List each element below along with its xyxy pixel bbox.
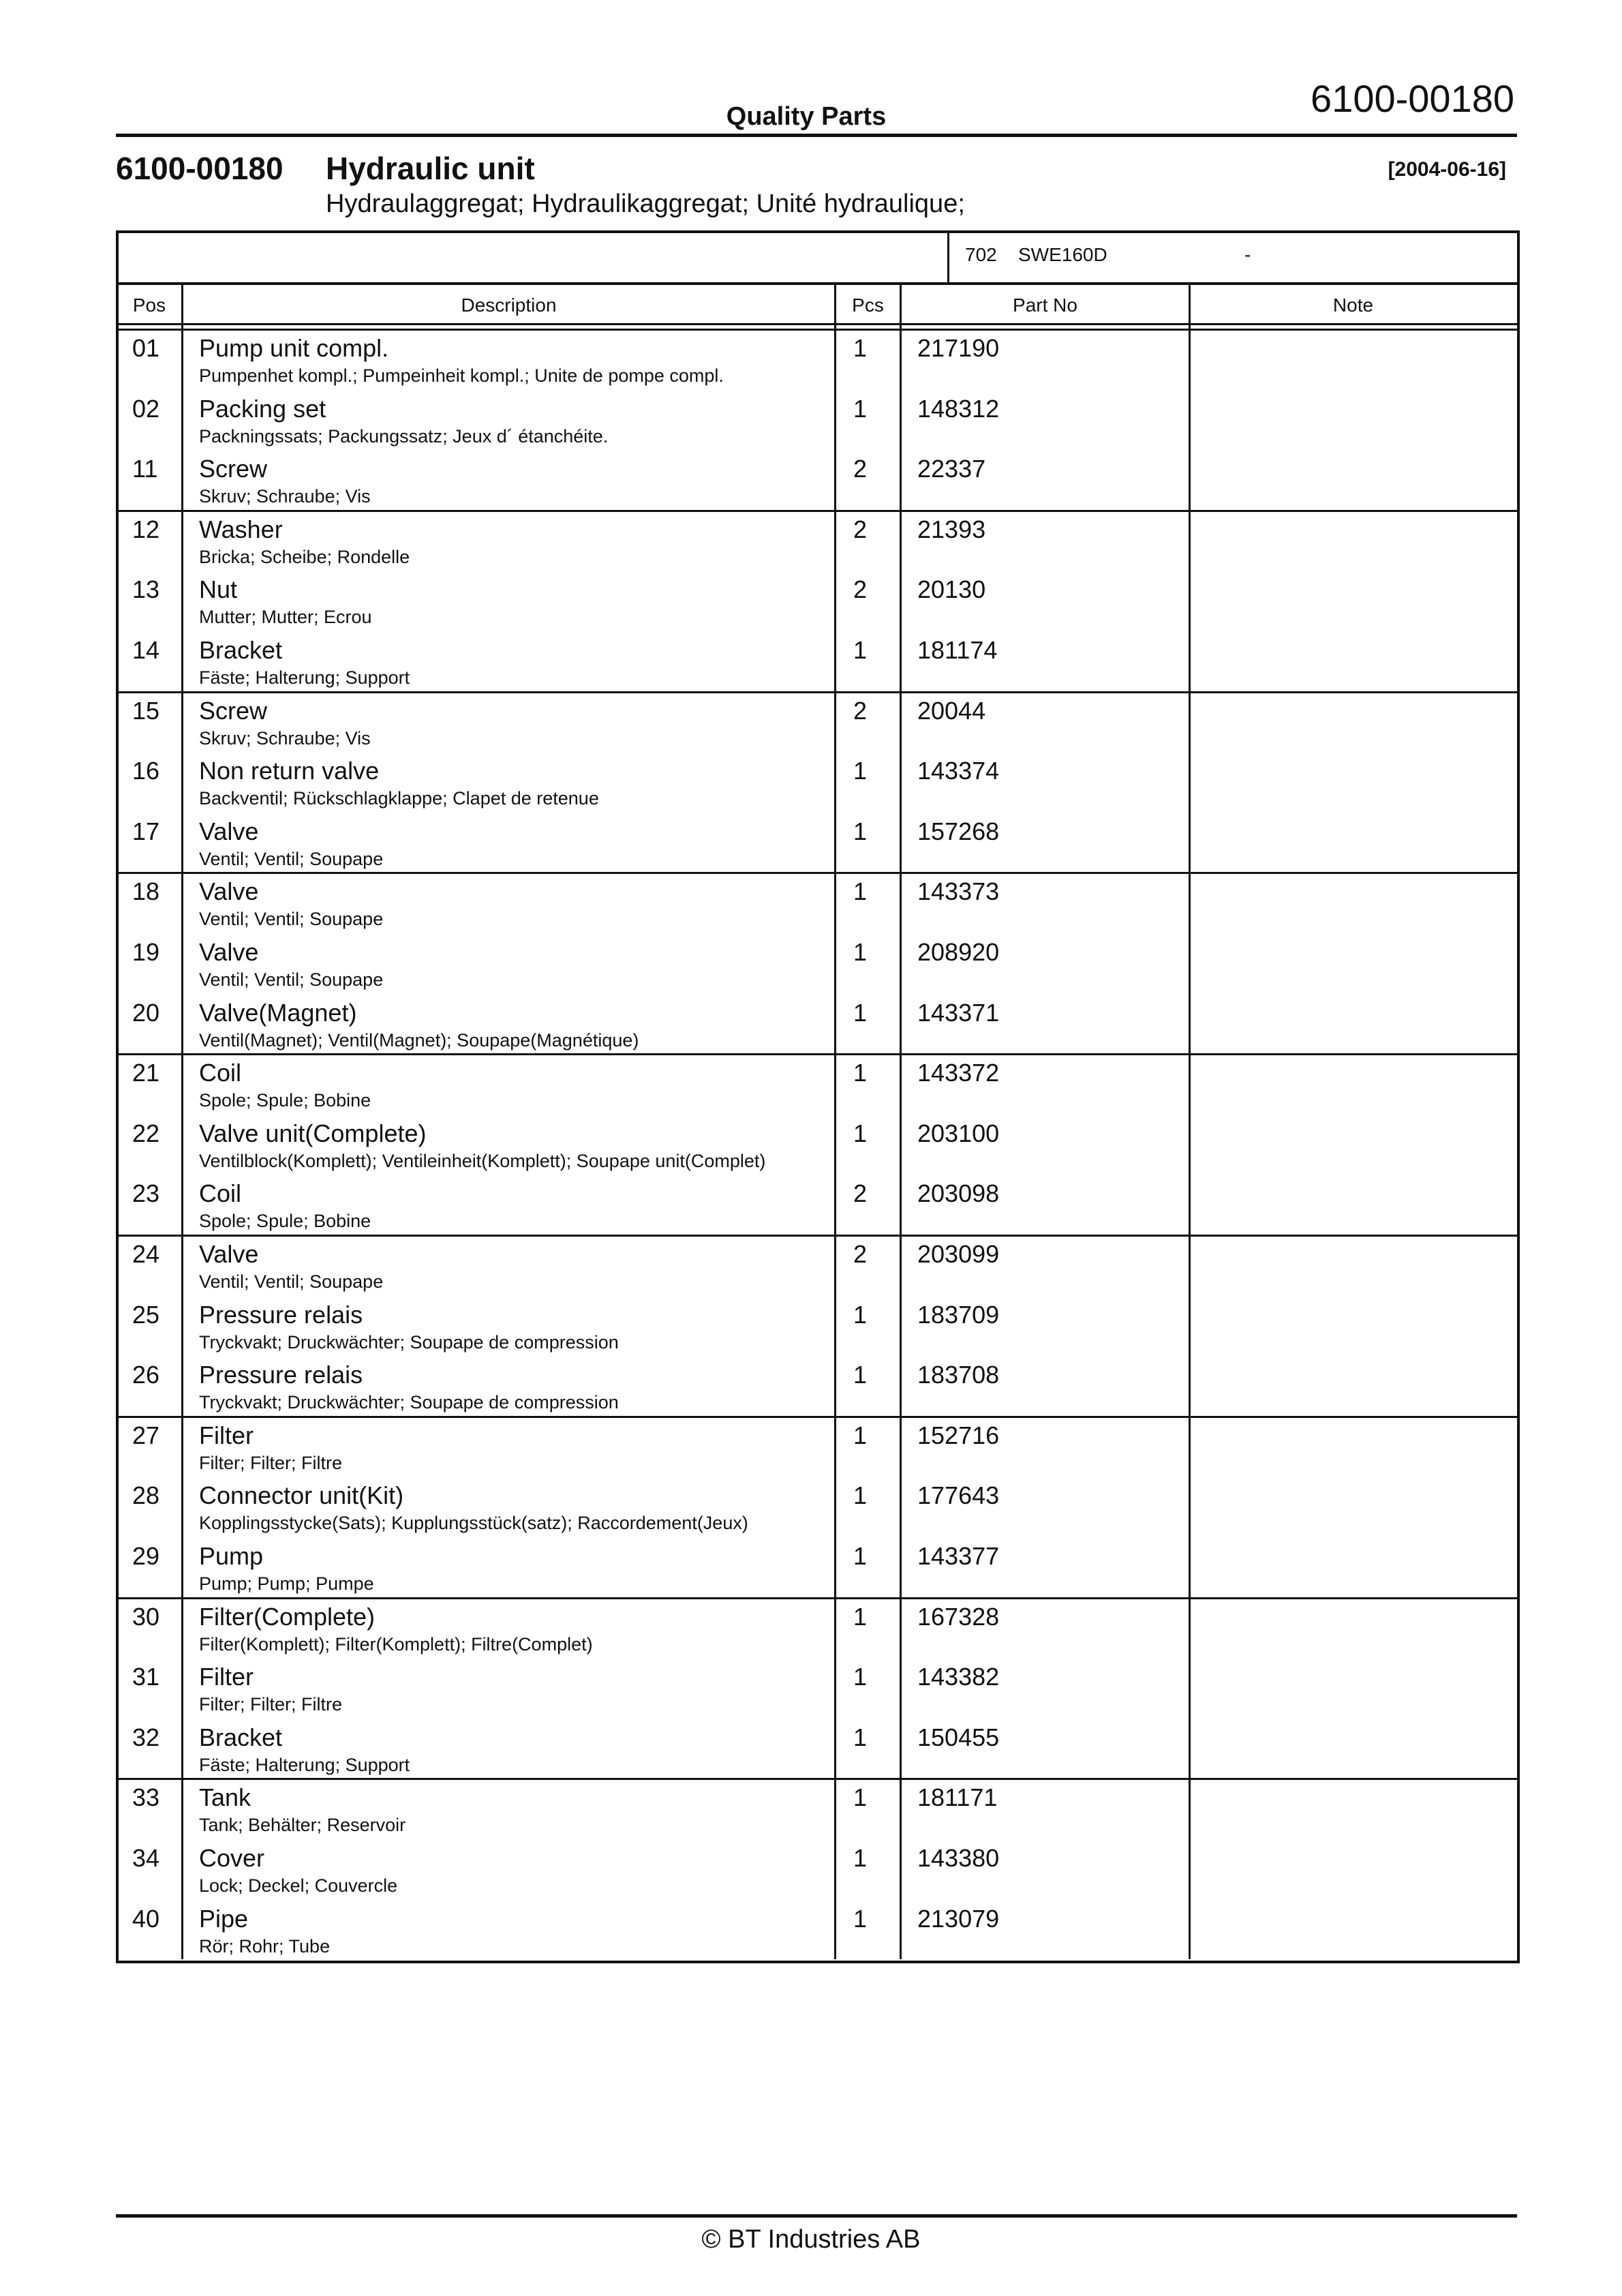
table-row: [116, 636, 1517, 696]
header-divider: [116, 134, 1517, 137]
row-pcs: 1: [853, 636, 868, 664]
row-pcs: 1: [853, 334, 868, 362]
row-description-translations: Rör; Rohr; Tube: [199, 1935, 331, 1957]
column-header-pcs: Pcs: [852, 294, 884, 316]
footer-copyright: © BT Industries AB: [701, 2225, 921, 2254]
table-row: [116, 1301, 1517, 1361]
model-box-bottom-rule: [116, 282, 1517, 285]
row-part-no: 203100: [917, 1119, 1000, 1147]
row-part-no: 143380: [917, 1844, 1000, 1872]
row-part-no: 183708: [917, 1361, 1000, 1389]
document-number: 6100-00180: [116, 151, 284, 186]
row-description: Filter(Complete): [199, 1602, 376, 1631]
table-row: [116, 395, 1517, 455]
table-row: [116, 817, 1517, 877]
row-part-no: 143377: [917, 1542, 1000, 1570]
row-description: Nut: [199, 575, 238, 604]
row-description: Bracket: [199, 1723, 283, 1751]
row-pcs: 2: [853, 575, 868, 604]
row-pcs: 1: [853, 1542, 868, 1570]
row-pos: 11: [132, 455, 158, 483]
row-description-translations: Spole; Spule; Bobine: [199, 1090, 371, 1111]
row-description: Bracket: [199, 636, 283, 664]
table-row: [116, 575, 1517, 635]
row-description: Tank: [199, 1783, 251, 1812]
row-description-translations: Filter(Komplett); Filter(Komplett); Filtre(Complet): [199, 1633, 593, 1655]
table-row: [116, 1844, 1517, 1904]
row-pos: 18: [132, 877, 160, 906]
table-row: [116, 1240, 1517, 1300]
column-header-description: Description: [461, 294, 557, 316]
row-pcs: 1: [853, 1300, 868, 1329]
row-pcs: 1: [853, 1361, 868, 1389]
row-pos: 01: [132, 334, 160, 362]
row-pcs: 1: [853, 938, 868, 966]
row-pcs: 2: [853, 1240, 868, 1268]
row-pos: 22: [132, 1119, 160, 1147]
row-part-no: 20130: [917, 575, 986, 604]
group-divider: [116, 1597, 1517, 1599]
row-description: Valve: [199, 938, 259, 966]
column-header-note: Note: [1332, 294, 1374, 316]
row-description: Washer: [199, 515, 283, 543]
row-pos: 02: [132, 394, 160, 423]
row-pcs: 1: [853, 1844, 868, 1872]
row-pos: 20: [132, 998, 160, 1027]
row-description: Screw: [199, 455, 268, 483]
row-part-no: 181171: [917, 1783, 998, 1812]
row-part-no: 22337: [917, 455, 986, 483]
row-pcs: 1: [853, 757, 868, 785]
table-row: [116, 999, 1517, 1059]
group-divider: [116, 1053, 1517, 1055]
table-row: [116, 877, 1517, 937]
table-row: [116, 455, 1517, 515]
row-description-translations: Tryckvakt; Druckwächter; Soupape de compression: [199, 1331, 619, 1353]
row-part-no: 143373: [917, 877, 1000, 906]
row-description: Connector unit(Kit): [199, 1481, 404, 1510]
row-pos: 28: [132, 1481, 160, 1510]
row-description-translations: Filter; Filter; Filtre: [199, 1694, 343, 1715]
document-date: [2004-06-16]: [1388, 158, 1506, 181]
row-pcs: 2: [853, 455, 868, 483]
table-row: [116, 1603, 1517, 1663]
row-description: Pressure relais: [199, 1300, 363, 1329]
row-pcs: 2: [853, 515, 868, 543]
row-pos: 27: [132, 1421, 160, 1449]
row-description: Screw: [199, 696, 268, 725]
row-description-translations: Tryckvakt; Druckwächter; Soupape de compression: [199, 1392, 619, 1413]
row-part-no: 21393: [917, 515, 986, 543]
header-rule: [116, 329, 1517, 331]
row-pos: 17: [132, 817, 160, 845]
row-description: Coil: [199, 1059, 242, 1087]
row-description: Valve unit(Complete): [199, 1119, 427, 1147]
group-divider: [116, 872, 1517, 874]
row-part-no: 181174: [917, 636, 998, 664]
row-description-translations: Ventil(Magnet); Ventil(Magnet); Soupape(Magnétique): [199, 1029, 639, 1051]
row-pcs: 1: [853, 998, 868, 1027]
table-row: [116, 1421, 1517, 1481]
table-row: [116, 334, 1517, 394]
row-part-no: 167328: [917, 1602, 1000, 1631]
group-divider: [116, 510, 1517, 512]
document-title-translations: Hydraulaggregat; Hydraulikaggregat; Unité hydraulique;: [326, 190, 965, 218]
row-pcs: 1: [853, 1602, 868, 1631]
row-pcs: 1: [853, 1783, 868, 1812]
row-part-no: 143371: [917, 998, 1000, 1027]
column-header-pos: Pos: [132, 294, 166, 316]
model-code: 702: [965, 244, 997, 265]
row-description-translations: Fäste; Halterung; Support: [199, 1754, 410, 1775]
row-pos: 21: [132, 1059, 160, 1087]
row-pcs: 1: [853, 394, 868, 423]
row-description-translations: Pumpenhet kompl.; Pumpeinheit kompl.; Unite de pompe compl.: [199, 365, 724, 386]
table-row: [116, 1542, 1517, 1602]
row-pos: 33: [132, 1783, 160, 1812]
row-part-no: 213079: [917, 1904, 1000, 1933]
table-row: [116, 1481, 1517, 1541]
table-row: [116, 1179, 1517, 1239]
row-part-no: 177643: [917, 1481, 1000, 1510]
row-description: Pump unit compl.: [199, 334, 389, 362]
group-divider: [116, 1416, 1517, 1418]
row-description: Cover: [199, 1844, 265, 1872]
row-part-no: 152716: [917, 1421, 1000, 1449]
row-description-translations: Spole; Spule; Bobine: [199, 1211, 371, 1232]
row-description-translations: Fäste; Halterung; Support: [199, 667, 410, 688]
row-pcs: 1: [853, 877, 868, 906]
model-info-box: [116, 230, 1517, 284]
row-part-no: 143372: [917, 1059, 1000, 1087]
group-divider: [116, 1235, 1517, 1237]
table-row: [116, 1361, 1517, 1421]
row-part-no: 143382: [917, 1663, 1000, 1691]
row-part-no: 157268: [917, 817, 1000, 845]
row-description-translations: Lock; Deckel; Couvercle: [199, 1875, 398, 1896]
document-title: Hydraulic unit: [326, 151, 535, 186]
footer-divider: [116, 2214, 1517, 2218]
row-description-translations: Ventil; Ventil; Soupape: [199, 848, 384, 869]
table-row: [116, 515, 1517, 575]
row-description-translations: Ventilblock(Komplett); Ventileinheit(Komplett); Soupape unit(Complet): [199, 1150, 766, 1171]
row-part-no: 143374: [917, 757, 1000, 785]
row-pcs: 2: [853, 696, 868, 725]
row-description: Valve(Magnet): [199, 998, 357, 1027]
row-part-no: 150455: [917, 1723, 1000, 1751]
column-header-part-no: Part No: [1013, 294, 1077, 316]
table-row: [116, 1783, 1517, 1843]
row-description: Valve: [199, 817, 259, 845]
row-pos: 14: [132, 636, 160, 664]
row-pcs: 2: [853, 1179, 868, 1208]
row-pos: 32: [132, 1723, 160, 1751]
row-description: Packing set: [199, 394, 326, 423]
row-description-translations: Ventil; Ventil; Soupape: [199, 909, 384, 930]
row-description-translations: Mutter; Mutter; Ecrou: [199, 607, 372, 628]
row-pos: 29: [132, 1542, 160, 1570]
table-row: [116, 1119, 1517, 1179]
group-divider: [116, 691, 1517, 693]
row-pos: 30: [132, 1602, 160, 1631]
row-description: Non return valve: [199, 757, 380, 785]
row-description-translations: Filter; Filter; Filtre: [199, 1452, 343, 1473]
row-part-no: 203099: [917, 1240, 1000, 1268]
row-description: Coil: [199, 1179, 242, 1208]
row-pos: 19: [132, 938, 160, 966]
row-pcs: 1: [853, 1904, 868, 1933]
table-row: [116, 1663, 1517, 1723]
header-rule: [116, 323, 1517, 325]
row-pos: 15: [132, 696, 160, 725]
row-part-no: 20044: [917, 696, 986, 725]
row-description: Valve: [199, 877, 259, 906]
row-pos: 34: [132, 1844, 160, 1872]
model-box-divider: [947, 232, 949, 284]
table-row: [116, 757, 1517, 817]
row-pos: 16: [132, 757, 160, 785]
row-description-translations: Bricka; Scheibe; Rondelle: [199, 546, 410, 567]
row-part-no: 148312: [917, 394, 1000, 423]
row-pcs: 1: [853, 1059, 868, 1087]
row-pos: 13: [132, 575, 160, 604]
row-part-no: 183709: [917, 1300, 1000, 1329]
row-pcs: 1: [853, 1663, 868, 1691]
row-pcs: 1: [853, 1119, 868, 1147]
row-description-translations: Backventil; Rückschlagklappe; Clapet de retenue: [199, 788, 599, 809]
table-row: [116, 1905, 1517, 1965]
row-description: Pressure relais: [199, 1361, 363, 1389]
row-pos: 26: [132, 1361, 160, 1389]
row-pcs: 1: [853, 1481, 868, 1510]
model-name: SWE160D: [1018, 244, 1107, 265]
row-description: Valve: [199, 1240, 259, 1268]
row-description-translations: Skruv; Schraube; Vis: [199, 486, 371, 507]
model-extra: -: [1244, 244, 1251, 265]
row-description: Filter: [199, 1663, 254, 1691]
row-description: Pump: [199, 1542, 264, 1570]
row-description-translations: Tank; Behälter; Reservoir: [199, 1815, 406, 1836]
group-divider: [116, 1778, 1517, 1780]
row-pcs: 1: [853, 1421, 868, 1449]
row-pos: 12: [132, 515, 160, 543]
table-row: [116, 938, 1517, 998]
row-description: Pipe: [199, 1904, 249, 1933]
row-pcs: 1: [853, 817, 868, 845]
row-description: Filter: [199, 1421, 254, 1449]
row-pos: 25: [132, 1300, 160, 1329]
row-pos: 31: [132, 1663, 160, 1691]
row-description-translations: Ventil; Ventil; Soupape: [199, 1271, 384, 1292]
header-title: Quality Parts: [726, 102, 887, 131]
row-description-translations: Packningssats; Packungssatz; Jeux d´ étanchéite.: [199, 425, 609, 447]
row-description-translations: Ventil; Ventil; Soupape: [199, 969, 384, 990]
row-pcs: 1: [853, 1723, 868, 1751]
table-row: [116, 697, 1517, 757]
row-part-no: 208920: [917, 938, 1000, 966]
row-pos: 24: [132, 1240, 160, 1268]
row-description-translations: Pump; Pump; Pumpe: [199, 1573, 374, 1594]
table-row: [116, 1723, 1517, 1783]
row-description-translations: Kopplingsstycke(Sats); Kupplungsstück(satz); Raccordement(Jeux): [199, 1513, 748, 1534]
row-description-translations: Skruv; Schraube; Vis: [199, 727, 371, 749]
row-pos: 40: [132, 1904, 160, 1933]
row-part-no: 203098: [917, 1179, 1000, 1208]
row-pos: 23: [132, 1179, 160, 1208]
table-row: [116, 1059, 1517, 1119]
header-document-number: 6100-00180: [1311, 77, 1514, 120]
row-part-no: 217190: [917, 334, 1000, 362]
